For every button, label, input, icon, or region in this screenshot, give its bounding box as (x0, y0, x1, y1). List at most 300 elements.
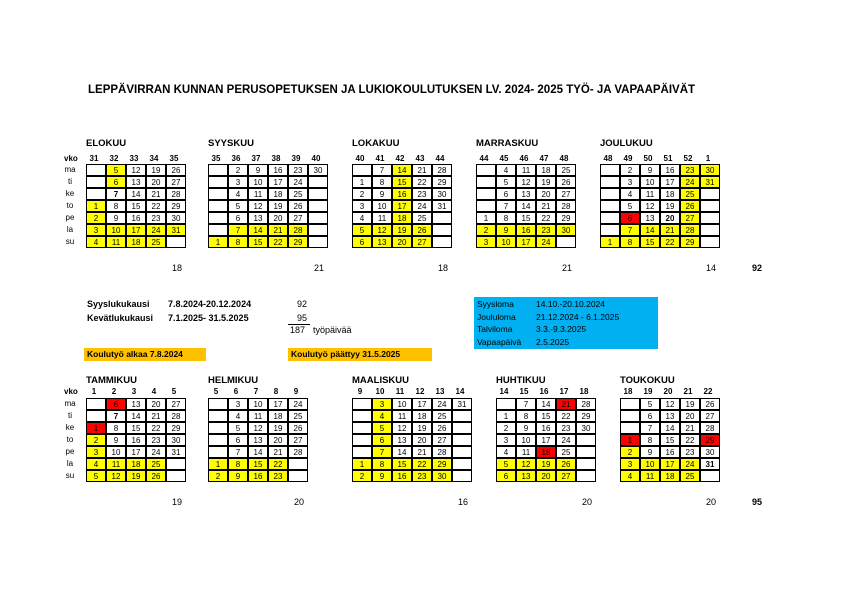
day-cell: 4 (496, 164, 516, 176)
day-label: la (66, 459, 74, 468)
day-cell (86, 188, 106, 200)
day-cell: 2 (352, 188, 372, 200)
day-cell: 13 (516, 470, 536, 482)
month-workday-total: 20 (582, 497, 593, 507)
week-number: 48 (559, 154, 569, 163)
holiday-box (474, 297, 658, 349)
day-cell: 21 (146, 188, 166, 200)
day-cell (86, 410, 106, 422)
day-cell: 22 (660, 236, 680, 248)
day-cell: 17 (126, 446, 146, 458)
week-number: 45 (499, 154, 509, 163)
day-cell (476, 188, 496, 200)
day-cell: 14 (126, 188, 146, 200)
day-cell: 9 (372, 470, 392, 482)
month-workday-total: 20 (706, 497, 717, 507)
month-name: TOUKOKUU (620, 375, 675, 386)
day-cell (700, 224, 720, 236)
month-workday-total: 21 (314, 263, 325, 273)
day-cell: 2 (496, 422, 516, 434)
week-number: 13 (435, 387, 445, 396)
day-cell: 6 (106, 176, 126, 188)
day-cell (476, 176, 496, 188)
day-cell: 18 (126, 458, 146, 470)
day-cell: 16 (126, 212, 146, 224)
day-cell: 12 (660, 398, 680, 410)
holiday-dates: 3.3.-9.3.2025 (536, 324, 587, 334)
day-cell (620, 422, 640, 434)
week-number: 51 (663, 154, 673, 163)
day-cell: 15 (248, 458, 268, 470)
day-cell (208, 398, 228, 410)
week-number: 7 (253, 387, 259, 396)
day-cell: 10 (372, 200, 392, 212)
day-cell: 20 (268, 212, 288, 224)
week-number: 40 (311, 154, 321, 163)
day-cell: 11 (106, 458, 126, 470)
day-cell (556, 236, 576, 248)
day-cell: 30 (556, 224, 576, 236)
day-cell (700, 188, 720, 200)
week-number: 43 (415, 154, 425, 163)
day-cell (600, 224, 620, 236)
day-cell (352, 422, 372, 434)
day-cell: 28 (288, 224, 308, 236)
day-cell: 13 (248, 212, 268, 224)
day-cell: 14 (248, 446, 268, 458)
day-cell: 26 (288, 422, 308, 434)
spring-term-days: 95 (297, 313, 308, 323)
day-cell (452, 446, 472, 458)
day-cell: 8 (496, 212, 516, 224)
day-cell: 25 (680, 470, 700, 482)
day-cell: 3 (86, 446, 106, 458)
day-cell: 28 (166, 410, 186, 422)
day-cell: 20 (268, 434, 288, 446)
day-cell (700, 212, 720, 224)
day-cell: 16 (392, 470, 412, 482)
autumn-term-range: 7.8.2024-20.12.2024 (168, 299, 252, 309)
day-cell: 6 (496, 470, 516, 482)
day-cell: 17 (536, 434, 556, 446)
day-cell: 8 (106, 200, 126, 212)
day-cell: 19 (392, 224, 412, 236)
day-cell: 5 (86, 470, 106, 482)
day-cell: 1 (86, 422, 106, 434)
week-number: 10 (375, 387, 385, 396)
day-cell: 27 (432, 434, 452, 446)
day-cell (452, 470, 472, 482)
day-cell: 18 (126, 236, 146, 248)
day-cell: 18 (268, 188, 288, 200)
day-cell: 12 (248, 422, 268, 434)
day-cell: 7 (372, 164, 392, 176)
day-cell: 14 (536, 398, 556, 410)
week-number: 42 (395, 154, 405, 163)
day-label: to (66, 435, 74, 444)
day-cell: 4 (86, 458, 106, 470)
day-cell (620, 410, 640, 422)
month-name: HELMIKUU (208, 375, 259, 386)
day-cell: 7 (228, 224, 248, 236)
day-cell: 11 (516, 164, 536, 176)
grand-total: 92 (752, 263, 763, 273)
week-number: 44 (435, 154, 445, 163)
day-cell (620, 398, 640, 410)
day-cell: 10 (392, 398, 412, 410)
day-cell: 2 (352, 470, 372, 482)
autumn-term-label: Syyslukukausi (87, 299, 150, 309)
day-cell: 20 (146, 398, 166, 410)
day-cell: 29 (432, 176, 452, 188)
day-cell: 10 (496, 236, 516, 248)
day-cell: 19 (268, 422, 288, 434)
day-cell: 25 (412, 212, 432, 224)
day-cell: 8 (620, 236, 640, 248)
month-name: JOULUKUU (600, 138, 653, 149)
day-label: ke (65, 189, 75, 198)
day-cell (208, 164, 228, 176)
total-days-label: työpäivää (313, 325, 352, 335)
day-cell (208, 188, 228, 200)
day-cell: 14 (392, 164, 412, 176)
day-cell: 1 (208, 458, 228, 470)
holiday-name: Syysloma (477, 299, 514, 309)
day-cell: 19 (660, 200, 680, 212)
day-cell: 26 (680, 200, 700, 212)
day-cell: 17 (268, 398, 288, 410)
day-cell: 19 (412, 422, 432, 434)
day-cell: 4 (620, 188, 640, 200)
day-cell: 25 (288, 188, 308, 200)
day-cell: 8 (516, 410, 536, 422)
day-cell: 22 (556, 410, 576, 422)
month-name: MAALISKUU (352, 375, 409, 386)
day-cell: 29 (576, 410, 596, 422)
day-cell: 31 (700, 458, 720, 470)
day-label: ke (65, 423, 75, 432)
day-cell: 30 (166, 434, 186, 446)
day-cell (308, 212, 328, 224)
day-cell: 19 (146, 164, 166, 176)
day-cell: 29 (166, 422, 186, 434)
day-cell: 11 (516, 446, 536, 458)
day-cell: 31 (432, 200, 452, 212)
day-cell: 23 (680, 164, 700, 176)
day-cell: 25 (146, 236, 166, 248)
day-cell: 20 (536, 188, 556, 200)
month-workday-total: 14 (706, 263, 717, 273)
day-cell: 15 (536, 410, 556, 422)
day-cell (700, 236, 720, 248)
week-number: 18 (579, 387, 589, 396)
week-number: 35 (169, 154, 179, 163)
day-cell: 6 (640, 410, 660, 422)
day-cell: 9 (372, 188, 392, 200)
day-cell: 27 (556, 188, 576, 200)
day-cell: 7 (620, 224, 640, 236)
week-number: 39 (291, 154, 301, 163)
week-number: 14 (455, 387, 465, 396)
day-cell: 31 (452, 398, 472, 410)
day-cell (308, 200, 328, 212)
day-cell: 4 (352, 212, 372, 224)
day-cell (496, 398, 516, 410)
day-cell: 15 (126, 200, 146, 212)
day-cell: 16 (660, 446, 680, 458)
day-cell (576, 446, 596, 458)
day-label: su (65, 471, 75, 480)
day-cell: 24 (412, 200, 432, 212)
day-cell: 14 (640, 224, 660, 236)
day-cell: 1 (86, 200, 106, 212)
day-cell: 26 (556, 176, 576, 188)
day-cell: 8 (640, 434, 660, 446)
day-cell: 13 (640, 212, 660, 224)
day-cell: 30 (166, 212, 186, 224)
week-number: 36 (231, 154, 241, 163)
day-cell: 16 (248, 470, 268, 482)
day-cell: 19 (268, 200, 288, 212)
day-cell: 26 (146, 470, 166, 482)
day-cell: 22 (536, 212, 556, 224)
day-cell: 21 (556, 398, 576, 410)
day-cell: 3 (228, 176, 248, 188)
day-cell: 3 (352, 200, 372, 212)
day-cell: 27 (288, 212, 308, 224)
day-cell: 12 (106, 470, 126, 482)
week-number: 31 (89, 154, 99, 163)
day-cell (576, 470, 596, 482)
day-cell (700, 470, 720, 482)
day-cell (86, 164, 106, 176)
day-cell: 1 (352, 458, 372, 470)
week-number: 18 (623, 387, 633, 396)
day-cell: 30 (700, 446, 720, 458)
day-cell (600, 188, 620, 200)
grand-total: 95 (752, 497, 763, 507)
week-number: 21 (683, 387, 693, 396)
day-cell: 5 (496, 458, 516, 470)
day-cell (352, 164, 372, 176)
day-cell (208, 176, 228, 188)
day-label: la (66, 225, 74, 234)
day-cell (476, 164, 496, 176)
day-cell: 13 (126, 398, 146, 410)
day-cell: 28 (680, 224, 700, 236)
day-cell: 16 (126, 434, 146, 446)
week-number: 20 (663, 387, 673, 396)
day-cell: 24 (288, 398, 308, 410)
day-cell: 21 (680, 422, 700, 434)
day-cell: 24 (432, 398, 452, 410)
day-label: su (65, 237, 75, 246)
day-cell: 20 (412, 434, 432, 446)
day-cell: 1 (600, 236, 620, 248)
day-cell: 1 (476, 212, 496, 224)
holiday-dates: 14.10.-20.10.2024 (536, 299, 606, 309)
day-cell: 27 (288, 434, 308, 446)
day-cell: 18 (536, 164, 556, 176)
day-cell: 10 (640, 176, 660, 188)
day-cell: 27 (700, 410, 720, 422)
day-cell: 29 (166, 200, 186, 212)
day-cell: 18 (268, 410, 288, 422)
week-number: 3 (131, 387, 137, 396)
day-cell: 10 (106, 446, 126, 458)
day-cell: 11 (248, 410, 268, 422)
day-cell: 5 (352, 224, 372, 236)
day-cell: 28 (288, 446, 308, 458)
day-cell: 15 (516, 212, 536, 224)
day-cell (166, 470, 186, 482)
day-cell: 7 (106, 410, 126, 422)
day-cell: 9 (228, 470, 248, 482)
week-number: 32 (109, 154, 119, 163)
week-number: 41 (375, 154, 385, 163)
day-cell: 17 (126, 224, 146, 236)
week-number: 46 (519, 154, 529, 163)
day-cell: 2 (620, 164, 640, 176)
day-cell: 17 (660, 176, 680, 188)
day-cell: 6 (228, 212, 248, 224)
day-cell: 17 (392, 200, 412, 212)
day-label: pe (65, 213, 75, 222)
day-cell: 12 (372, 224, 392, 236)
day-cell: 16 (536, 422, 556, 434)
day-cell: 20 (392, 236, 412, 248)
day-cell: 27 (556, 470, 576, 482)
day-cell: 2 (228, 164, 248, 176)
day-cell: 7 (228, 446, 248, 458)
day-cell (288, 470, 308, 482)
day-cell (452, 422, 472, 434)
day-cell (166, 236, 186, 248)
week-number: 16 (539, 387, 549, 396)
week-number: 14 (499, 387, 509, 396)
day-cell: 6 (372, 434, 392, 446)
day-cell: 27 (166, 176, 186, 188)
week-number: 40 (355, 154, 365, 163)
day-cell: 4 (228, 188, 248, 200)
day-cell (432, 236, 452, 248)
day-cell: 26 (412, 224, 432, 236)
day-cell: 29 (680, 236, 700, 248)
week-number: 15 (519, 387, 529, 396)
day-cell: 6 (620, 212, 640, 224)
day-cell: 8 (372, 176, 392, 188)
week-number: 52 (683, 154, 693, 163)
day-cell (600, 200, 620, 212)
day-cell: 18 (412, 410, 432, 422)
day-cell: 30 (308, 164, 328, 176)
day-cell: 17 (660, 458, 680, 470)
day-cell: 4 (620, 470, 640, 482)
day-cell: 26 (432, 422, 452, 434)
week-header-label: vko (64, 387, 78, 396)
day-cell: 3 (476, 236, 496, 248)
month-workday-total: 21 (562, 263, 573, 273)
day-cell: 25 (288, 410, 308, 422)
day-cell: 5 (228, 200, 248, 212)
day-cell: 30 (432, 470, 452, 482)
day-cell: 23 (680, 446, 700, 458)
day-cell: 17 (412, 398, 432, 410)
day-cell (352, 398, 372, 410)
day-cell: 18 (392, 212, 412, 224)
day-cell: 18 (660, 470, 680, 482)
day-cell: 15 (392, 176, 412, 188)
month-workday-total: 18 (172, 263, 183, 273)
day-cell: 10 (106, 224, 126, 236)
day-cell: 19 (536, 458, 556, 470)
day-cell: 24 (146, 224, 166, 236)
day-cell: 10 (640, 458, 660, 470)
day-cell: 12 (392, 422, 412, 434)
day-cell: 1 (208, 236, 228, 248)
day-cell: 25 (146, 458, 166, 470)
day-cell (208, 446, 228, 458)
week-number: 8 (273, 387, 279, 396)
day-cell: 24 (556, 434, 576, 446)
week-number: 5 (171, 387, 177, 396)
day-cell: 28 (576, 398, 596, 410)
week-number: 47 (539, 154, 549, 163)
day-cell: 2 (86, 434, 106, 446)
day-cell (576, 458, 596, 470)
day-cell: 6 (228, 434, 248, 446)
day-cell: 5 (620, 200, 640, 212)
month-workday-total: 16 (458, 497, 469, 507)
month-name: TAMMIKUU (86, 375, 138, 386)
day-cell: 8 (372, 458, 392, 470)
day-cell: 11 (106, 236, 126, 248)
day-cell: 20 (680, 410, 700, 422)
week-number: 11 (395, 387, 405, 396)
month-name: HUHTIKUU (496, 375, 546, 386)
day-cell: 6 (496, 188, 516, 200)
day-cell: 4 (86, 236, 106, 248)
day-cell: 7 (640, 422, 660, 434)
day-cell: 27 (680, 212, 700, 224)
month-workday-total: 19 (172, 497, 183, 507)
day-cell: 3 (496, 434, 516, 446)
week-number: 1 (705, 154, 711, 163)
day-cell (700, 200, 720, 212)
week-number: 35 (211, 154, 221, 163)
day-cell: 15 (126, 422, 146, 434)
day-cell: 29 (432, 458, 452, 470)
day-cell: 23 (412, 470, 432, 482)
month-name: SYYSKUU (208, 138, 254, 149)
week-number: 17 (559, 387, 569, 396)
day-cell: 22 (268, 458, 288, 470)
day-cell: 26 (166, 164, 186, 176)
day-label: to (66, 201, 74, 210)
day-cell: 2 (86, 212, 106, 224)
day-cell: 11 (640, 188, 660, 200)
day-cell (86, 398, 106, 410)
day-cell (308, 236, 328, 248)
month-name: ELOKUU (86, 138, 127, 149)
holiday-dates: 2.5.2025 (536, 336, 570, 347)
day-cell: 8 (228, 458, 248, 470)
day-cell: 17 (268, 176, 288, 188)
day-cell: 28 (166, 188, 186, 200)
week-number: 44 (479, 154, 489, 163)
day-cell: 7 (372, 446, 392, 458)
school-end-badge: Koulutyö päättyy 31.5.2025 (288, 348, 432, 361)
